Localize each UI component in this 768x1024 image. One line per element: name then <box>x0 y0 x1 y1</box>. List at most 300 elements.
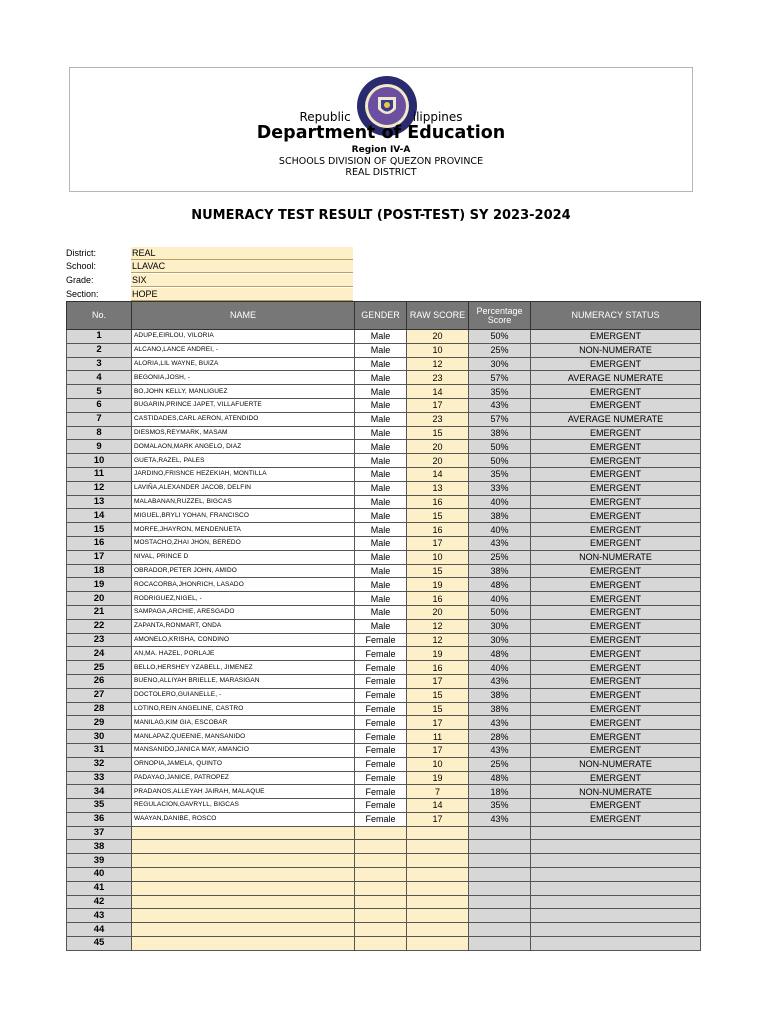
student-name: OBRADOR,PETER JOHN, AMIDO <box>132 564 355 578</box>
numeracy-status: EMERGENT <box>531 592 701 606</box>
raw-score <box>407 895 469 909</box>
numeracy-status: EMERGENT <box>531 688 701 702</box>
percentage-score <box>469 923 531 937</box>
table-row <box>67 619 701 633</box>
row-number: 7 <box>67 412 132 426</box>
student-gender: Male <box>355 509 407 523</box>
column-header-name: NAME <box>132 302 355 330</box>
column-header-no: No. <box>67 302 132 330</box>
numeracy-status <box>531 909 701 923</box>
table-row <box>67 605 701 619</box>
info-value: SIX <box>131 274 353 287</box>
row-number: 43 <box>67 909 132 923</box>
student-gender: Male <box>355 481 407 495</box>
percentage-score <box>469 937 531 951</box>
student-name: BO,JOHN KELLY, MANLIGUEZ <box>132 385 355 399</box>
raw-score: 20 <box>407 605 469 619</box>
percentage-score: 48% <box>469 647 531 661</box>
raw-score: 17 <box>407 536 469 550</box>
numeracy-status: EMERGENT <box>531 330 701 344</box>
student-gender: Male <box>355 454 407 468</box>
row-number: 8 <box>67 426 132 440</box>
raw-score: 14 <box>407 385 469 399</box>
raw-score <box>407 840 469 854</box>
numeracy-status: AVERAGE NUMERATE <box>531 371 701 385</box>
student-gender <box>355 881 407 895</box>
student-gender: Female <box>355 674 407 688</box>
student-name: LOTINO,REIN ANGELINE, CASTRO <box>132 702 355 716</box>
table-row <box>67 702 701 716</box>
raw-score: 20 <box>407 440 469 454</box>
student-gender: Female <box>355 647 407 661</box>
numeracy-status <box>531 854 701 868</box>
raw-score: 14 <box>407 467 469 481</box>
student-gender: Male <box>355 412 407 426</box>
student-name: PADAYAO,JANICE, PATROPEZ <box>132 771 355 785</box>
row-number: 45 <box>67 937 132 951</box>
row-number: 12 <box>67 481 132 495</box>
row-number: 5 <box>67 385 132 399</box>
student-gender: Male <box>355 371 407 385</box>
student-name <box>132 937 355 951</box>
student-name: MORFE,JHAYRON, MENDENUETA <box>132 523 355 537</box>
numeracy-status: EMERGENT <box>531 812 701 826</box>
row-number: 33 <box>67 771 132 785</box>
numeracy-status <box>531 895 701 909</box>
table-row <box>67 826 701 840</box>
row-number: 3 <box>67 357 132 371</box>
student-gender: Male <box>355 495 407 509</box>
percentage-score: 50% <box>469 454 531 468</box>
table-row <box>67 440 701 454</box>
student-name: ZAPANTA,RONMART, ONDA <box>132 619 355 633</box>
row-number: 24 <box>67 647 132 661</box>
row-number: 22 <box>67 619 132 633</box>
student-gender <box>355 895 407 909</box>
raw-score: 16 <box>407 661 469 675</box>
table-row <box>67 688 701 702</box>
column-header-percentage: Percentage Score <box>469 302 531 330</box>
student-name: MIGUEL,BRYLI YOHAN, FRANCISCO <box>132 509 355 523</box>
percentage-score <box>469 909 531 923</box>
student-gender: Female <box>355 716 407 730</box>
student-gender: Male <box>355 578 407 592</box>
numeracy-status: EMERGENT <box>531 661 701 675</box>
row-number: 39 <box>67 854 132 868</box>
student-name: WAAYAN,DANIBE, ROSCO <box>132 812 355 826</box>
table-row <box>67 647 701 661</box>
student-name: ORNOPIA,JAMELA, QUINTO <box>132 757 355 771</box>
raw-score: 23 <box>407 412 469 426</box>
table-row <box>67 564 701 578</box>
row-number: 23 <box>67 633 132 647</box>
republic-text-left: Republic <box>299 110 351 124</box>
student-name: CASTIDADES,CARL AERON, ATENDIDO <box>132 412 355 426</box>
percentage-score: 40% <box>469 495 531 509</box>
table-row <box>67 385 701 399</box>
raw-score: 17 <box>407 716 469 730</box>
student-gender: Male <box>355 385 407 399</box>
division-name: SCHOOLS DIVISION OF QUEZON PROVINCE <box>278 156 484 167</box>
student-name <box>132 840 355 854</box>
column-header-status: NUMERACY STATUS <box>531 302 701 330</box>
student-gender: Female <box>355 757 407 771</box>
table-row <box>67 895 701 909</box>
student-name: LAVIÑA,ALEXANDER JACOB, DELFIN <box>132 481 355 495</box>
raw-score: 15 <box>407 564 469 578</box>
raw-score: 17 <box>407 812 469 826</box>
row-number: 11 <box>67 467 132 481</box>
percentage-score: 28% <box>469 730 531 744</box>
info-value: LLAVAC <box>131 260 353 273</box>
raw-score: 10 <box>407 757 469 771</box>
district-name: REAL DISTRICT <box>345 167 417 178</box>
student-name: SAMPAGA,ARCHIE, ARESGADO <box>132 605 355 619</box>
numeracy-status: NON-NUMERATE <box>531 343 701 357</box>
percentage-score: 38% <box>469 564 531 578</box>
student-gender: Male <box>355 440 407 454</box>
percentage-score: 48% <box>469 771 531 785</box>
raw-score <box>407 868 469 882</box>
numeracy-status: EMERGENT <box>531 440 701 454</box>
row-number: 15 <box>67 523 132 537</box>
numeracy-status: EMERGENT <box>531 454 701 468</box>
table-row <box>67 592 701 606</box>
table-row <box>67 661 701 675</box>
table-row <box>67 771 701 785</box>
row-number: 21 <box>67 605 132 619</box>
student-name <box>132 868 355 882</box>
raw-score: 12 <box>407 619 469 633</box>
numeracy-status: EMERGENT <box>531 605 701 619</box>
raw-score: 16 <box>407 523 469 537</box>
numeracy-status <box>531 840 701 854</box>
student-name: DOCTOLERO,GUIANELLE, - <box>132 688 355 702</box>
table-row <box>67 743 701 757</box>
percentage-score <box>469 826 531 840</box>
student-name: RODRIGUEZ,NIGEL, - <box>132 592 355 606</box>
row-number: 40 <box>67 868 132 882</box>
table-row <box>67 674 701 688</box>
percentage-score <box>469 881 531 895</box>
department-name: Department of Education <box>256 123 506 143</box>
student-gender <box>355 840 407 854</box>
raw-score: 11 <box>407 730 469 744</box>
student-name: BEGONIA,JOSH, - <box>132 371 355 385</box>
row-number: 27 <box>67 688 132 702</box>
raw-score: 15 <box>407 509 469 523</box>
numeracy-status: EMERGENT <box>531 385 701 399</box>
percentage-score: 25% <box>469 550 531 564</box>
student-gender: Male <box>355 330 407 344</box>
raw-score <box>407 881 469 895</box>
row-number: 13 <box>67 495 132 509</box>
student-name <box>132 826 355 840</box>
raw-score: 12 <box>407 357 469 371</box>
student-gender: Male <box>355 398 407 412</box>
table-header-row <box>67 302 701 330</box>
table-row <box>67 412 701 426</box>
student-name: ADUPE,EIRLOU, VILORIA <box>132 330 355 344</box>
numeracy-status: EMERGENT <box>531 398 701 412</box>
table-row <box>67 923 701 937</box>
student-name: ROCACORBA,JHONRICH, LASADO <box>132 578 355 592</box>
numeracy-status: EMERGENT <box>531 619 701 633</box>
student-name: NIVAL, PRINCE D <box>132 550 355 564</box>
report-title: NUMERACY TEST RESULT (POST-TEST) SY 2023-2024 <box>191 208 571 223</box>
row-number: 28 <box>67 702 132 716</box>
percentage-score: 57% <box>469 412 531 426</box>
numeracy-status: EMERGENT <box>531 799 701 813</box>
student-gender <box>355 909 407 923</box>
percentage-score <box>469 895 531 909</box>
numeracy-status: EMERGENT <box>531 743 701 757</box>
raw-score: 20 <box>407 454 469 468</box>
student-gender: Male <box>355 564 407 578</box>
student-name <box>132 909 355 923</box>
raw-score: 17 <box>407 743 469 757</box>
table-row <box>67 454 701 468</box>
raw-score: 23 <box>407 371 469 385</box>
student-gender <box>355 854 407 868</box>
numeracy-status <box>531 937 701 951</box>
student-name: MANILAG,KIM GIA, ESCOBAR <box>132 716 355 730</box>
row-number: 25 <box>67 661 132 675</box>
percentage-score: 25% <box>469 757 531 771</box>
row-number: 9 <box>67 440 132 454</box>
table-row <box>67 799 701 813</box>
table-row <box>67 854 701 868</box>
republic-line <box>70 110 692 124</box>
student-name: ALCANO,LANCE ANDREI, - <box>132 343 355 357</box>
row-number: 31 <box>67 743 132 757</box>
table-row <box>67 398 701 412</box>
percentage-score: 35% <box>469 467 531 481</box>
numeracy-status: EMERGENT <box>531 523 701 537</box>
table-row <box>67 495 701 509</box>
numeracy-status: NON-NUMERATE <box>531 757 701 771</box>
numeracy-status <box>531 923 701 937</box>
raw-score <box>407 923 469 937</box>
percentage-score <box>469 868 531 882</box>
student-name: BUGARIN,PRINCE JAPET, VILLAFUERTE <box>132 398 355 412</box>
info-label: Grade: <box>66 275 94 285</box>
numeracy-status: EMERGENT <box>531 674 701 688</box>
student-name: AMONELO,KRISHA, CONDINO <box>132 633 355 647</box>
table-row <box>67 881 701 895</box>
raw-score: 19 <box>407 578 469 592</box>
republic-text-right: ilippines <box>412 110 463 124</box>
student-name: MANSANIDO,JANICA MAY, AMANCIO <box>132 743 355 757</box>
percentage-score: 43% <box>469 812 531 826</box>
percentage-score: 43% <box>469 674 531 688</box>
student-gender: Male <box>355 550 407 564</box>
info-label: Section: <box>66 289 99 299</box>
student-name: BUENO,ALLIYAH BRIELLE, MARASIGAN <box>132 674 355 688</box>
row-number: 26 <box>67 674 132 688</box>
numeracy-status: EMERGENT <box>531 467 701 481</box>
column-header-gender: GENDER <box>355 302 407 330</box>
percentage-score: 43% <box>469 743 531 757</box>
table-row <box>67 550 701 564</box>
numeracy-status: EMERGENT <box>531 771 701 785</box>
table-row <box>67 785 701 799</box>
raw-score: 17 <box>407 674 469 688</box>
info-label: School: <box>66 261 97 271</box>
percentage-score <box>469 854 531 868</box>
percentage-score: 35% <box>469 799 531 813</box>
table-row <box>67 937 701 951</box>
raw-score: 16 <box>407 592 469 606</box>
student-gender: Male <box>355 619 407 633</box>
percentage-score: 40% <box>469 592 531 606</box>
student-gender: Female <box>355 702 407 716</box>
numeracy-status <box>531 881 701 895</box>
student-name <box>132 923 355 937</box>
percentage-score: 40% <box>469 661 531 675</box>
percentage-score: 50% <box>469 330 531 344</box>
student-name: ALORIA,LIL WAYNE, BUIZA <box>132 357 355 371</box>
raw-score: 19 <box>407 771 469 785</box>
percentage-score: 30% <box>469 357 531 371</box>
student-name: MANLAPAZ,QUEENIE, MANSANIDO <box>132 730 355 744</box>
student-gender: Male <box>355 605 407 619</box>
info-value: HOPE <box>131 288 353 301</box>
percentage-score: 40% <box>469 523 531 537</box>
table-row <box>67 330 701 344</box>
table-row <box>67 578 701 592</box>
percentage-score: 50% <box>469 440 531 454</box>
percentage-score: 48% <box>469 578 531 592</box>
table-row <box>67 536 701 550</box>
student-name: MOSTACHO,ZHAI JHON, BEREDO <box>132 536 355 550</box>
student-gender: Female <box>355 785 407 799</box>
row-number: 36 <box>67 812 132 826</box>
student-name: GUETA,RAZEL, PALES <box>132 454 355 468</box>
table-row <box>67 716 701 730</box>
numeracy-status: EMERGENT <box>531 578 701 592</box>
percentage-score <box>469 840 531 854</box>
student-gender: Female <box>355 771 407 785</box>
percentage-score: 57% <box>469 371 531 385</box>
student-gender: Female <box>355 661 407 675</box>
raw-score: 15 <box>407 702 469 716</box>
raw-score <box>407 937 469 951</box>
row-number: 42 <box>67 895 132 909</box>
raw-score: 13 <box>407 481 469 495</box>
raw-score: 12 <box>407 633 469 647</box>
numeracy-status <box>531 868 701 882</box>
numeracy-status: EMERGENT <box>531 633 701 647</box>
student-gender: Male <box>355 523 407 537</box>
table-row <box>67 730 701 744</box>
student-gender: Female <box>355 799 407 813</box>
row-number: 19 <box>67 578 132 592</box>
student-gender <box>355 923 407 937</box>
raw-score: 19 <box>407 647 469 661</box>
student-name: AN,MA. HAZEL, PORLAJE <box>132 647 355 661</box>
table-body <box>67 330 701 951</box>
row-number: 4 <box>67 371 132 385</box>
raw-score <box>407 826 469 840</box>
student-name: REGULACION,GAVRYLL, BIGCAS <box>132 799 355 813</box>
row-number: 37 <box>67 826 132 840</box>
row-number: 10 <box>67 454 132 468</box>
table-row <box>67 868 701 882</box>
percentage-score: 30% <box>469 619 531 633</box>
raw-score: 17 <box>407 398 469 412</box>
student-name: JARDINO,FRISNCE HEZEKIAH, MONTILLA <box>132 467 355 481</box>
percentage-score: 18% <box>469 785 531 799</box>
percentage-score: 43% <box>469 716 531 730</box>
region-name: Region IV-A <box>351 145 411 155</box>
row-number: 17 <box>67 550 132 564</box>
student-name: DOMALAON,MARK ANGELO, DIAZ <box>132 440 355 454</box>
raw-score: 10 <box>407 550 469 564</box>
table-row <box>67 426 701 440</box>
raw-score: 15 <box>407 426 469 440</box>
row-number: 29 <box>67 716 132 730</box>
info-label: District: <box>66 248 96 258</box>
table-row <box>67 757 701 771</box>
student-gender: Female <box>355 730 407 744</box>
student-gender: Male <box>355 426 407 440</box>
numeracy-status: AVERAGE NUMERATE <box>531 412 701 426</box>
percentage-score: 35% <box>469 385 531 399</box>
numeracy-status: NON-NUMERATE <box>531 785 701 799</box>
raw-score: 14 <box>407 799 469 813</box>
numeracy-status <box>531 826 701 840</box>
table-row <box>67 467 701 481</box>
table-row <box>67 343 701 357</box>
raw-score: 7 <box>407 785 469 799</box>
table-row <box>67 481 701 495</box>
student-gender: Male <box>355 536 407 550</box>
percentage-score: 30% <box>469 633 531 647</box>
percentage-score: 33% <box>469 481 531 495</box>
table-row <box>67 357 701 371</box>
raw-score <box>407 854 469 868</box>
student-gender: Male <box>355 592 407 606</box>
row-number: 30 <box>67 730 132 744</box>
row-number: 41 <box>67 881 132 895</box>
raw-score: 16 <box>407 495 469 509</box>
student-name <box>132 854 355 868</box>
percentage-score: 38% <box>469 688 531 702</box>
row-number: 14 <box>67 509 132 523</box>
table-row <box>67 509 701 523</box>
row-number: 32 <box>67 757 132 771</box>
percentage-score: 43% <box>469 536 531 550</box>
numeracy-status: EMERGENT <box>531 647 701 661</box>
numeracy-status: EMERGENT <box>531 481 701 495</box>
student-gender: Male <box>355 343 407 357</box>
table-row <box>67 840 701 854</box>
student-name: PRADANOS,ALLEYAH JAIRAH, MALAQUE <box>132 785 355 799</box>
student-name: MALABANAN,RUZZEL, BIGCAS <box>132 495 355 509</box>
student-gender: Female <box>355 812 407 826</box>
student-gender: Female <box>355 743 407 757</box>
student-name: DIESMOS,REYMARK, MASAM <box>132 426 355 440</box>
row-number: 38 <box>67 840 132 854</box>
info-value: REAL <box>131 247 353 260</box>
raw-score: 15 <box>407 688 469 702</box>
numeracy-status: EMERGENT <box>531 730 701 744</box>
numeracy-status: EMERGENT <box>531 357 701 371</box>
results-table <box>66 301 701 951</box>
student-gender <box>355 937 407 951</box>
row-number: 2 <box>67 343 132 357</box>
